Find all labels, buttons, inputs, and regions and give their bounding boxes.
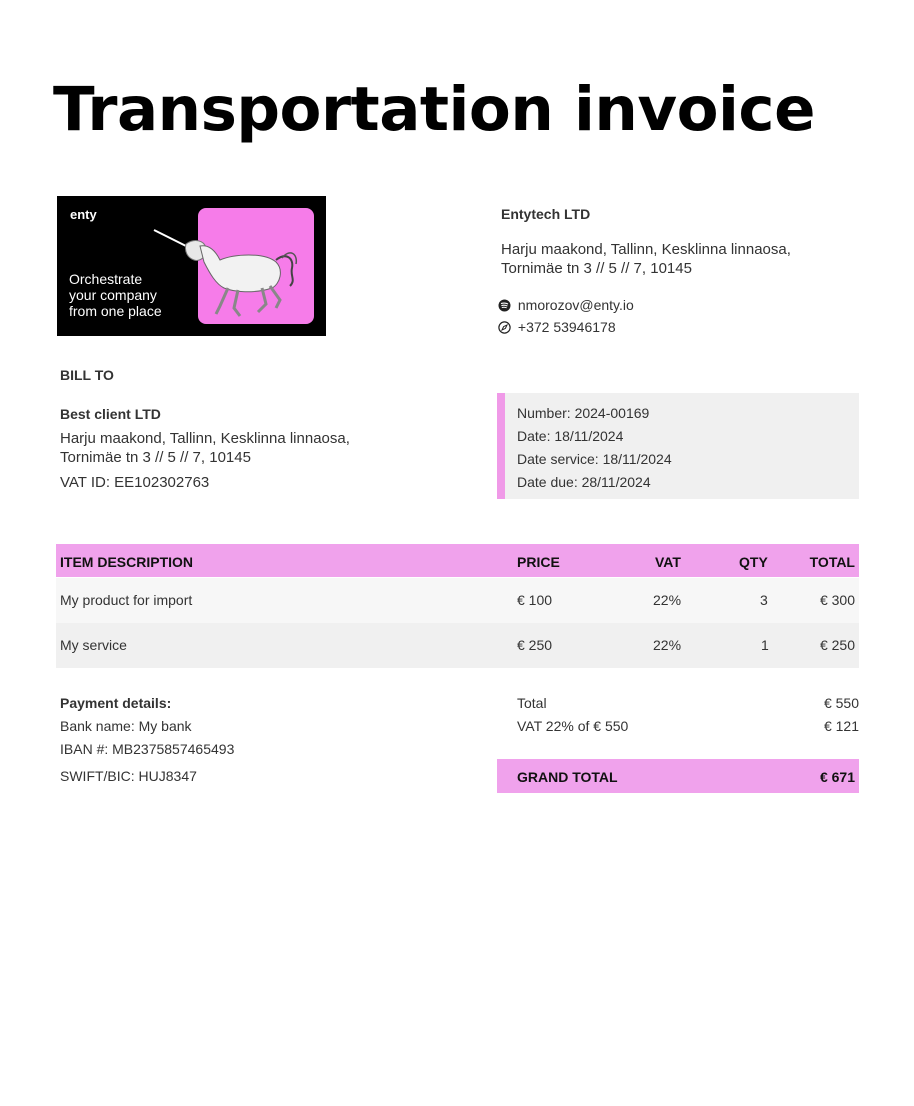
row-price: € 100	[517, 592, 553, 608]
unicorn-illustration	[198, 208, 314, 324]
logo-wordmark: enty	[70, 207, 97, 222]
row-description: My service	[60, 637, 127, 653]
row-qty: 3	[760, 592, 768, 608]
compass-icon	[498, 319, 518, 335]
grand-total-value: € 671	[819, 769, 855, 785]
seller-address: Harju maakond, Tallinn, Kesklinna linnaosa, Tornimäe tn 3 // 5 // 7, 10145	[501, 241, 791, 277]
summary-total-label: Total	[517, 695, 547, 711]
table-header	[56, 544, 859, 577]
row-qty: 1	[761, 637, 769, 653]
payment-swift: SWIFT/BIC: HUJ8347	[60, 768, 197, 784]
seller-phone[interactable]: +372 53946178	[517, 319, 616, 335]
row-vat: 22%	[653, 592, 682, 608]
summary-total-value: € 550	[823, 695, 859, 711]
row-vat: 22%	[653, 637, 682, 653]
logo-tagline: Orchestrate your company from one place	[69, 271, 162, 319]
bill-to-heading: BILL TO	[60, 367, 114, 383]
header-vat: VAT	[655, 554, 681, 570]
row-total: € 250	[819, 637, 855, 653]
invoice-number: Number: 2024-00169	[517, 405, 650, 421]
summary-vat-label: VAT 22% of € 550	[517, 718, 629, 734]
client-address: Harju maakond, Tallinn, Kesklinna linnaosa, Tornimäe tn 3 // 5 // 7, 10145	[60, 430, 350, 466]
header-total: TOTAL	[809, 554, 855, 570]
client-vat-id: VAT ID: EE102302763	[60, 474, 210, 491]
table-row	[56, 623, 859, 668]
invoice-meta	[497, 393, 859, 499]
row-total: € 300	[819, 592, 855, 608]
grand-total-bar	[497, 759, 859, 793]
summary-vat-value: € 121	[823, 718, 859, 734]
header-price: PRICE	[517, 554, 560, 570]
grand-total-label: GRAND TOTAL	[517, 769, 618, 785]
payment-heading: Payment details:	[60, 695, 172, 711]
seller-email-row	[498, 297, 634, 313]
seller-email[interactable]: nmorozov@enty.io	[517, 297, 634, 313]
row-description: My product for import	[60, 592, 193, 608]
company-logo	[57, 196, 326, 336]
invoice-date-service: Date service: 18/11/2024	[517, 451, 672, 467]
email-icon	[498, 297, 518, 313]
header-description: ITEM DESCRIPTION	[60, 554, 194, 570]
invoice-date: Date: 18/11/2024	[517, 428, 624, 444]
invoice-date-due: Date due: 28/11/2024	[517, 474, 651, 490]
seller-name: Entytech LTD	[501, 206, 591, 222]
invoice-title: Transportation invoice	[53, 74, 815, 145]
table-row	[56, 578, 859, 623]
client-name: Best client LTD	[60, 406, 161, 422]
header-qty: QTY	[739, 554, 768, 570]
row-price: € 250	[517, 637, 553, 653]
payment-bank-name: Bank name: My bank	[60, 718, 192, 734]
seller-phone-row	[498, 319, 616, 335]
payment-iban: IBAN #: MB2375857465493	[60, 741, 235, 757]
